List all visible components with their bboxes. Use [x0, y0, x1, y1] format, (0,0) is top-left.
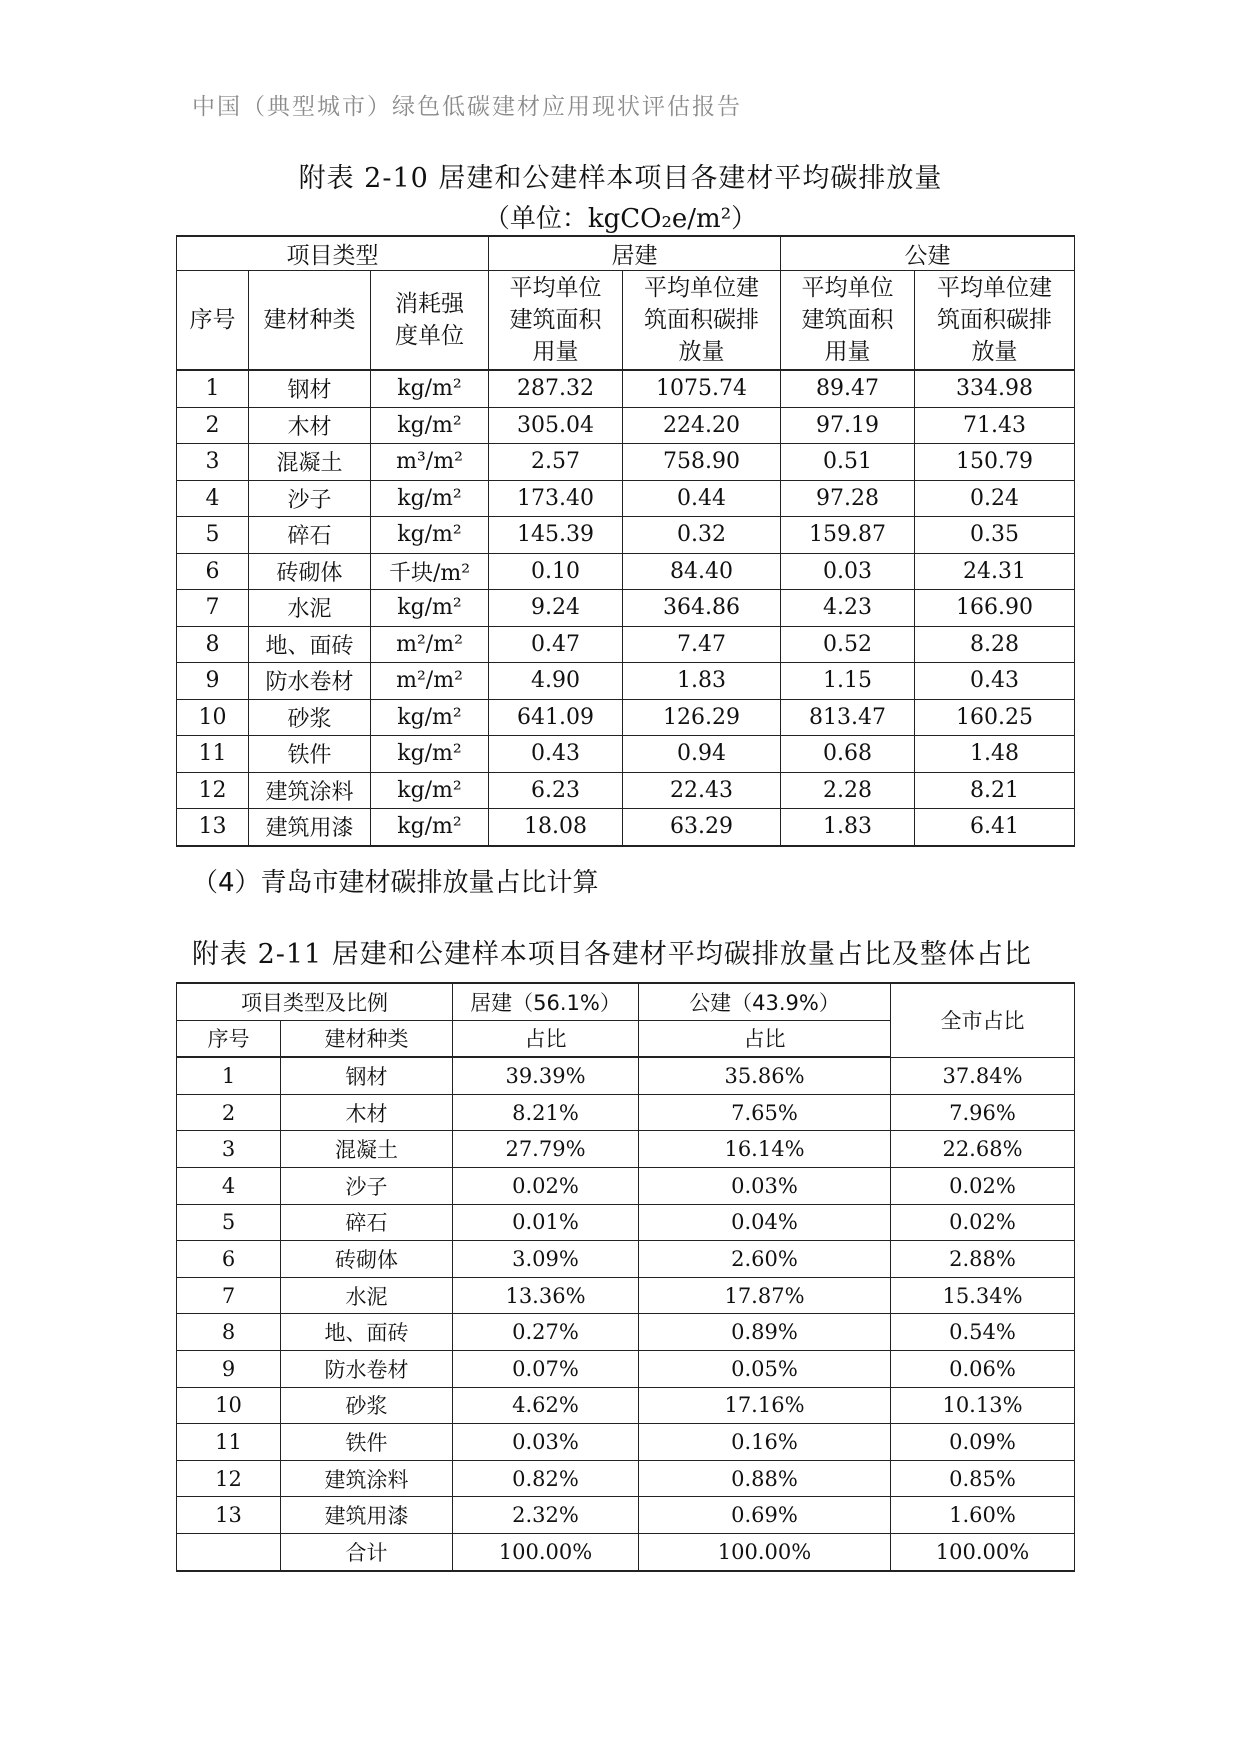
public-usage: 0.52	[781, 626, 915, 663]
table-row	[177, 1497, 1075, 1534]
col-res-share-header: 占比	[453, 1020, 639, 1057]
table-row	[177, 370, 1075, 407]
row-number: 11	[177, 1424, 281, 1461]
table-row	[177, 480, 1075, 517]
residential-share: 27.79%	[453, 1131, 639, 1168]
city-share: 100.00%	[891, 1533, 1075, 1570]
material-name: 建筑涂料	[281, 1460, 453, 1497]
share-table	[176, 982, 1075, 1572]
material-name: 碎石	[281, 1204, 453, 1241]
residential-emission: 224.20	[623, 407, 781, 444]
residential-emission: 0.32	[623, 517, 781, 554]
section-heading: （4）青岛市建材碳排放量占比计算	[192, 868, 599, 898]
public-share: 0.16%	[639, 1424, 891, 1461]
public-emission: 0.35	[915, 517, 1075, 554]
row-number: 4	[177, 480, 249, 517]
row-number: 10	[177, 699, 249, 736]
residential-share: 39.39%	[453, 1057, 639, 1094]
row-number: 2	[177, 407, 249, 444]
table-row	[177, 1314, 1075, 1351]
public-emission: 166.90	[915, 590, 1075, 627]
consumption-unit: kg/m²	[371, 517, 489, 554]
residential-ratio-header: 居建（56.1%）	[453, 983, 639, 1020]
residential-share: 8.21%	[453, 1094, 639, 1131]
table-row	[177, 699, 1075, 736]
consumption-unit: kg/m²	[371, 809, 489, 846]
table-row	[177, 1167, 1075, 1204]
residential-share: 0.07%	[453, 1350, 639, 1387]
public-emission: 160.25	[915, 699, 1075, 736]
material-name: 水泥	[249, 590, 371, 627]
residential-emission: 84.40	[623, 553, 781, 590]
public-usage: 159.87	[781, 517, 915, 554]
table-row	[177, 1094, 1075, 1131]
material-name: 钢材	[249, 370, 371, 407]
public-emission: 1.48	[915, 736, 1075, 773]
residential-share: 100.00%	[453, 1533, 639, 1570]
public-emission: 71.43	[915, 407, 1075, 444]
row-number: 4	[177, 1167, 281, 1204]
table-row	[177, 1204, 1075, 1241]
public-usage: 2.28	[781, 772, 915, 809]
material-name: 建筑用漆	[249, 809, 371, 846]
consumption-unit: kg/m²	[371, 590, 489, 627]
public-emission: 0.24	[915, 480, 1075, 517]
residential-usage: 145.39	[489, 517, 623, 554]
residential-usage: 0.47	[489, 626, 623, 663]
city-share: 2.88%	[891, 1241, 1075, 1278]
table-row	[177, 736, 1075, 773]
table1-title: 附表 2-10 居建和公建样本项目各建材平均碳排放量	[298, 163, 943, 194]
row-number: 5	[177, 517, 249, 554]
residential-emission: 1.83	[623, 663, 781, 700]
public-share: 35.86%	[639, 1057, 891, 1094]
project-type-header: 项目类型	[177, 236, 489, 271]
residential-share: 0.01%	[453, 1204, 639, 1241]
residential-usage: 287.32	[489, 370, 623, 407]
public-emission: 8.21	[915, 772, 1075, 809]
public-share: 0.05%	[639, 1350, 891, 1387]
public-usage: 89.47	[781, 370, 915, 407]
residential-usage: 6.23	[489, 772, 623, 809]
row-number	[177, 1533, 281, 1570]
row-number: 1	[177, 1057, 281, 1094]
public-share: 0.88%	[639, 1460, 891, 1497]
row-number: 9	[177, 1350, 281, 1387]
consumption-unit: 千块/m²	[371, 553, 489, 590]
consumption-unit: kg/m²	[371, 772, 489, 809]
public-share: 16.14%	[639, 1131, 891, 1168]
table2-title: 附表 2-11 居建和公建样本项目各建材平均碳排放量占比及整体占比	[192, 939, 1032, 970]
project-type-ratio-header: 项目类型及比例	[177, 983, 453, 1020]
material-name: 地、面砖	[281, 1314, 453, 1351]
table-row	[177, 1424, 1075, 1461]
consumption-unit: kg/m²	[371, 370, 489, 407]
table-row	[177, 444, 1075, 481]
public-usage: 4.23	[781, 590, 915, 627]
city-share: 7.96%	[891, 1094, 1075, 1131]
public-share: 7.65%	[639, 1094, 891, 1131]
col-no-header: 序号	[177, 271, 249, 371]
residential-emission: 1075.74	[623, 370, 781, 407]
public-usage: 0.68	[781, 736, 915, 773]
residential-emission: 126.29	[623, 699, 781, 736]
residential-emission: 0.44	[623, 480, 781, 517]
city-share: 0.54%	[891, 1314, 1075, 1351]
table-row	[177, 1277, 1075, 1314]
public-usage: 0.51	[781, 444, 915, 481]
residential-share: 13.36%	[453, 1277, 639, 1314]
residential-share: 0.27%	[453, 1314, 639, 1351]
table-row	[177, 590, 1075, 627]
public-share: 100.00%	[639, 1533, 891, 1570]
public-share: 0.03%	[639, 1167, 891, 1204]
row-number: 11	[177, 736, 249, 773]
row-number: 13	[177, 809, 249, 846]
col-pub-emission-header: 平均单位建筑面积碳排放量	[915, 271, 1075, 371]
public-share: 2.60%	[639, 1241, 891, 1278]
city-share-header: 全市占比	[891, 983, 1075, 1057]
city-share: 0.09%	[891, 1424, 1075, 1461]
public-usage: 0.03	[781, 553, 915, 590]
city-share: 0.02%	[891, 1204, 1075, 1241]
col-pub-share-header: 占比	[639, 1020, 891, 1057]
residential-emission: 63.29	[623, 809, 781, 846]
row-number: 12	[177, 772, 249, 809]
material-name: 水泥	[281, 1277, 453, 1314]
row-number: 2	[177, 1094, 281, 1131]
residential-share: 3.09%	[453, 1241, 639, 1278]
residential-usage: 173.40	[489, 480, 623, 517]
residential-usage: 18.08	[489, 809, 623, 846]
consumption-unit: m²/m²	[371, 663, 489, 700]
table-row	[177, 1350, 1075, 1387]
material-name: 混凝土	[249, 444, 371, 481]
table-row	[177, 517, 1075, 554]
row-number: 7	[177, 1277, 281, 1314]
material-name: 木材	[281, 1094, 453, 1131]
table1-column-header	[177, 271, 1075, 371]
consumption-unit: kg/m²	[371, 480, 489, 517]
public-header: 公建	[781, 236, 1075, 271]
material-name: 合计	[281, 1533, 453, 1570]
table1-group-header	[177, 236, 1075, 271]
material-name: 防水卷材	[249, 663, 371, 700]
residential-share: 0.03%	[453, 1424, 639, 1461]
col-material-header: 建材种类	[281, 1020, 453, 1057]
residential-emission: 22.43	[623, 772, 781, 809]
public-usage: 97.19	[781, 407, 915, 444]
material-name: 钢材	[281, 1057, 453, 1094]
consumption-unit: m³/m²	[371, 444, 489, 481]
row-number: 10	[177, 1387, 281, 1424]
residential-emission: 7.47	[623, 626, 781, 663]
public-usage: 813.47	[781, 699, 915, 736]
row-number: 8	[177, 1314, 281, 1351]
material-name: 砖砌体	[281, 1241, 453, 1278]
material-name: 木材	[249, 407, 371, 444]
public-usage: 97.28	[781, 480, 915, 517]
table-row	[177, 1533, 1075, 1570]
material-name: 沙子	[249, 480, 371, 517]
col-res-emission-header: 平均单位建筑面积碳排放量	[623, 271, 781, 371]
table2-group-header	[177, 983, 1075, 1020]
row-number: 12	[177, 1460, 281, 1497]
material-name: 地、面砖	[249, 626, 371, 663]
col-no-header: 序号	[177, 1020, 281, 1057]
residential-usage: 2.57	[489, 444, 623, 481]
material-name: 砂浆	[249, 699, 371, 736]
table-row	[177, 1460, 1075, 1497]
public-share: 0.89%	[639, 1314, 891, 1351]
residential-share: 0.02%	[453, 1167, 639, 1204]
row-number: 6	[177, 553, 249, 590]
table-row	[177, 1387, 1075, 1424]
material-name: 碎石	[249, 517, 371, 554]
table-row	[177, 809, 1075, 846]
material-name: 建筑用漆	[281, 1497, 453, 1534]
row-number: 8	[177, 626, 249, 663]
col-material-header: 建材种类	[249, 271, 371, 371]
city-share: 37.84%	[891, 1057, 1075, 1094]
residential-share: 4.62%	[453, 1387, 639, 1424]
row-number: 3	[177, 1131, 281, 1168]
public-share: 0.69%	[639, 1497, 891, 1534]
table-row	[177, 1057, 1075, 1094]
material-name: 砂浆	[281, 1387, 453, 1424]
residential-usage: 305.04	[489, 407, 623, 444]
residential-usage: 0.10	[489, 553, 623, 590]
table-row	[177, 1241, 1075, 1278]
city-share: 15.34%	[891, 1277, 1075, 1314]
row-number: 5	[177, 1204, 281, 1241]
consumption-unit: kg/m²	[371, 407, 489, 444]
residential-usage: 4.90	[489, 663, 623, 700]
material-name: 铁件	[281, 1424, 453, 1461]
city-share: 0.85%	[891, 1460, 1075, 1497]
col-res-usage-header: 平均单位建筑面积用量	[489, 271, 623, 371]
public-share: 17.16%	[639, 1387, 891, 1424]
public-emission: 334.98	[915, 370, 1075, 407]
city-share: 1.60%	[891, 1497, 1075, 1534]
residential-usage: 9.24	[489, 590, 623, 627]
residential-emission: 0.94	[623, 736, 781, 773]
table-row	[177, 772, 1075, 809]
material-name: 铁件	[249, 736, 371, 773]
row-number: 6	[177, 1241, 281, 1278]
residential-emission: 364.86	[623, 590, 781, 627]
public-emission: 6.41	[915, 809, 1075, 846]
public-emission: 8.28	[915, 626, 1075, 663]
consumption-unit: m²/m²	[371, 626, 489, 663]
col-pub-usage-header: 平均单位建筑面积用量	[781, 271, 915, 371]
row-number: 1	[177, 370, 249, 407]
row-number: 3	[177, 444, 249, 481]
row-number: 7	[177, 590, 249, 627]
table1-unit: （单位：kgCO₂e/m²）	[483, 204, 758, 234]
residential-usage: 0.43	[489, 736, 623, 773]
residential-emission: 758.90	[623, 444, 781, 481]
table-row	[177, 407, 1075, 444]
public-ratio-header: 公建（43.9%）	[639, 983, 891, 1020]
material-name: 混凝土	[281, 1131, 453, 1168]
city-share: 0.02%	[891, 1167, 1075, 1204]
table-row	[177, 1131, 1075, 1168]
row-number: 13	[177, 1497, 281, 1534]
row-number: 9	[177, 663, 249, 700]
running-header: 中国（典型城市）绿色低碳建材应用现状评估报告	[192, 94, 742, 120]
public-emission: 24.31	[915, 553, 1075, 590]
material-name: 建筑涂料	[249, 772, 371, 809]
residential-usage: 641.09	[489, 699, 623, 736]
public-emission: 150.79	[915, 444, 1075, 481]
consumption-unit: kg/m²	[371, 736, 489, 773]
public-share: 17.87%	[639, 1277, 891, 1314]
city-share: 10.13%	[891, 1387, 1075, 1424]
residential-header: 居建	[489, 236, 781, 271]
city-share: 0.06%	[891, 1350, 1075, 1387]
material-name: 沙子	[281, 1167, 453, 1204]
col-unit-header: 消耗强度单位	[371, 271, 489, 371]
material-name: 防水卷材	[281, 1350, 453, 1387]
city-share: 22.68%	[891, 1131, 1075, 1168]
table-row	[177, 663, 1075, 700]
emission-table	[176, 235, 1075, 847]
material-name: 砖砌体	[249, 553, 371, 590]
consumption-unit: kg/m²	[371, 699, 489, 736]
public-emission: 0.43	[915, 663, 1075, 700]
table-row	[177, 553, 1075, 590]
table-row	[177, 626, 1075, 663]
public-share: 0.04%	[639, 1204, 891, 1241]
residential-share: 0.82%	[453, 1460, 639, 1497]
public-usage: 1.83	[781, 809, 915, 846]
public-usage: 1.15	[781, 663, 915, 700]
residential-share: 2.32%	[453, 1497, 639, 1534]
